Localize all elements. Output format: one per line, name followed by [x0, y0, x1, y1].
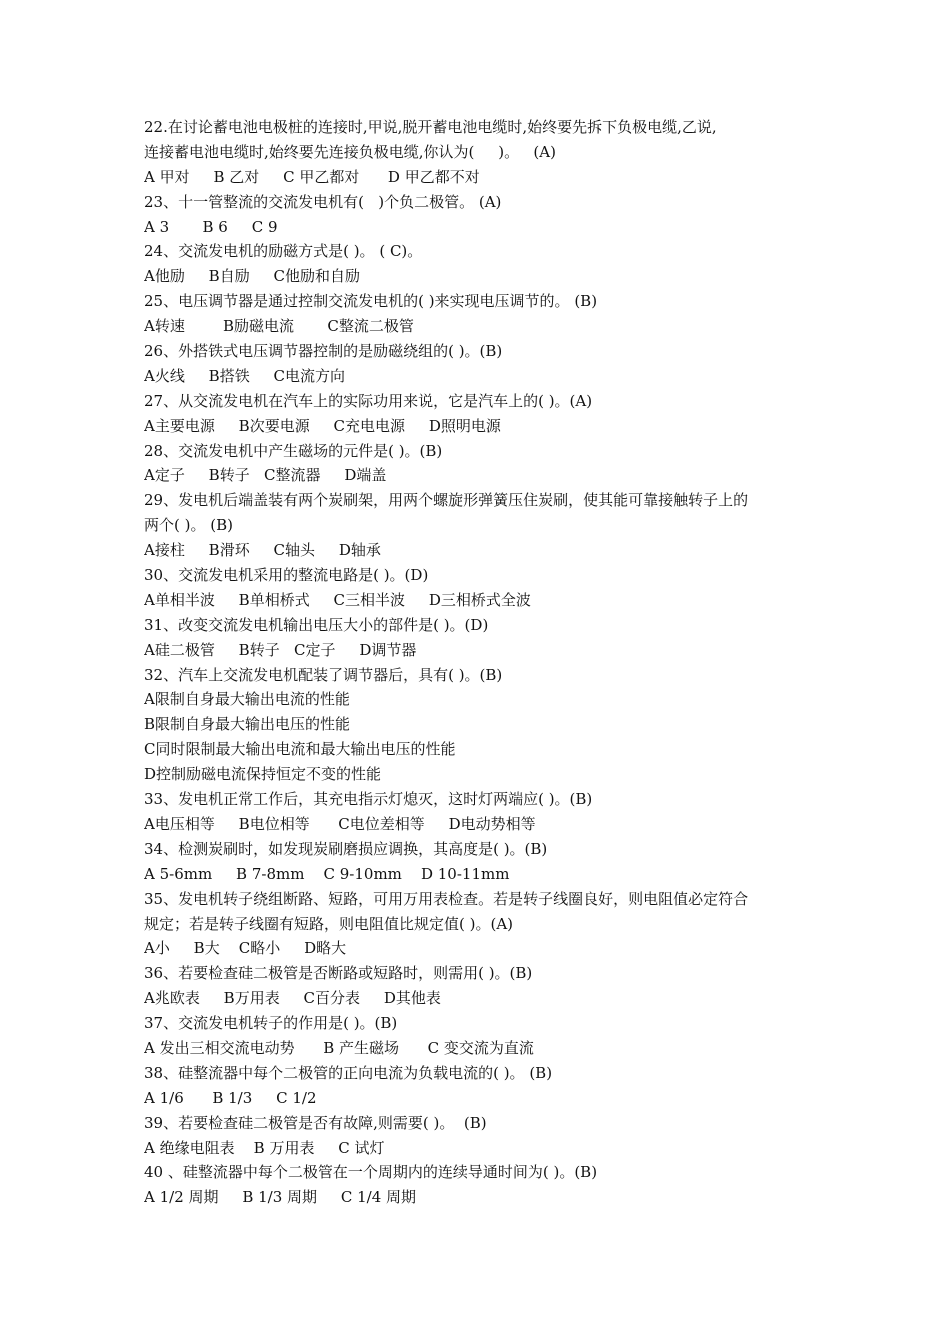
question-27: 27、从交流发电机在汽车上的实际功用来说，它是汽车上的( )。(A)	[144, 391, 593, 410]
question-23-options: A 3 B 6 C 9	[144, 217, 278, 236]
question-28-options: A定子 B转子 C整流器 D端盖	[144, 466, 387, 485]
question-35-line-1: 35、发电机转子绕组断路、短路，可用万用表检查。若是转子线圈良好，则电阻值必定符合	[144, 889, 749, 908]
question-24: 24、交流发电机的励磁方式是( )。 ( C)。	[144, 242, 423, 261]
question-37-options: A 发出三相交流电动势 B 产生磁场 C 变交流为直流	[144, 1038, 534, 1057]
question-33: 33、发电机正常工作后，其充电指示灯熄灭，这时灯两端应( )。(B)	[144, 790, 593, 809]
question-30: 30、交流发电机采用的整流电路是( )。(D)	[144, 566, 429, 585]
question-38: 38、硅整流器中每个二极管的正向电流为负载电流的( )。 (B)	[144, 1063, 553, 1082]
question-22-line-2: 连接蓄电池电缆时,始终要先连接负极电缆,你认为( )。 (A)	[144, 142, 556, 161]
question-36: 36、若要检查硅二极管是否断路或短路时，则需用( )。(B)	[144, 964, 533, 983]
question-32-option-d: D控制励磁电流保持恒定不变的性能	[144, 765, 382, 784]
question-22-options: A 甲对 B 乙对 C 甲乙都对 D 甲乙都不对	[144, 167, 480, 186]
question-29-line-1: 29、发电机后端盖装有两个炭刷架，用两个螺旋形弹簧压住炭刷，使其能可靠接触转子上的	[144, 491, 749, 510]
question-26: 26、外搭铁式电压调节器控制的是励磁绕组的( )。(B)	[144, 342, 503, 361]
question-27-options: A主要电源 B次要电源 C充电电源 D照明电源	[144, 416, 501, 435]
question-33-options: A电压相等 B电位相等 C电位差相等 D电动势相等	[144, 814, 536, 833]
question-26-options: A火线 B搭铁 C电流方向	[144, 366, 346, 385]
question-38-options: A 1/6 B 1/3 C 1/2	[144, 1088, 317, 1107]
question-36-options: A兆欧表 B万用表 C百分表 D其他表	[144, 989, 441, 1008]
question-32-option-a: A限制自身最大输出电流的性能	[144, 690, 350, 709]
question-24-options: A他励 B自励 C他励和自励	[144, 267, 361, 286]
question-39-options: A 绝缘电阻表 B 万用表 C 试灯	[144, 1138, 385, 1157]
question-29-options: A接柱 B滑环 C轴头 D轴承	[144, 541, 381, 560]
question-37: 37、交流发电机转子的作用是( )。(B)	[144, 1014, 398, 1033]
question-22-line-1: 22.在讨论蓄电池电极桩的连接时,甲说,脱开蓄电池电缆时,始终要先拆下负极电缆,乙说,	[144, 118, 717, 136]
question-28: 28、交流发电机中产生磁场的元件是( )。(B)	[144, 441, 443, 460]
question-32-option-b: B限制自身最大输出电压的性能	[144, 715, 351, 734]
question-34: 34、检测炭刷时，如发现炭刷磨损应调换，其高度是( )。(B)	[144, 839, 548, 858]
question-30-options: A单相半波 B单相桥式 C三相半波 D三相桥式全波	[144, 590, 531, 609]
question-34-options: A 5-6mm B 7-8mm C 9-10mm D 10-11mm	[144, 864, 510, 883]
question-25: 25、电压调节器是通过控制交流发电机的( )来实现电压调节的。 (B)	[144, 292, 598, 311]
document-page	[144, 115, 824, 1210]
question-23: 23、十一管整流的交流发电机有( )个负二极管。 (A)	[144, 192, 502, 211]
question-35-options: A小 B大 C略小 D略大	[144, 939, 347, 958]
question-32: 32、汽车上交流发电机配装了调节器后，具有( )。(B)	[144, 665, 503, 684]
question-32-option-c: C同时限制最大输出电流和最大输出电压的性能	[144, 740, 456, 759]
question-25-options: A转速 B励磁电流 C整流二极管	[144, 317, 414, 336]
question-35-line-2: 规定；若是转子线圈有短路，则电阻值比规定值( )。(A)	[144, 914, 514, 933]
question-31-options: A硅二极管 B转子 C定子 D调节器	[144, 640, 417, 659]
question-39: 39、若要检查硅二极管是否有故障,则需要( )。 (B)	[144, 1113, 487, 1132]
question-29-line-2: 两个( )。 (B)	[144, 516, 233, 535]
question-40-options: A 1/2 周期 B 1/3 周期 C 1/4 周期	[144, 1188, 417, 1207]
question-31: 31、改变交流发电机输出电压大小的部件是( )。(D)	[144, 615, 489, 634]
question-40: 40 、硅整流器中每个二极管在一个周期内的连续导通时间为( )。(B)	[144, 1163, 598, 1182]
